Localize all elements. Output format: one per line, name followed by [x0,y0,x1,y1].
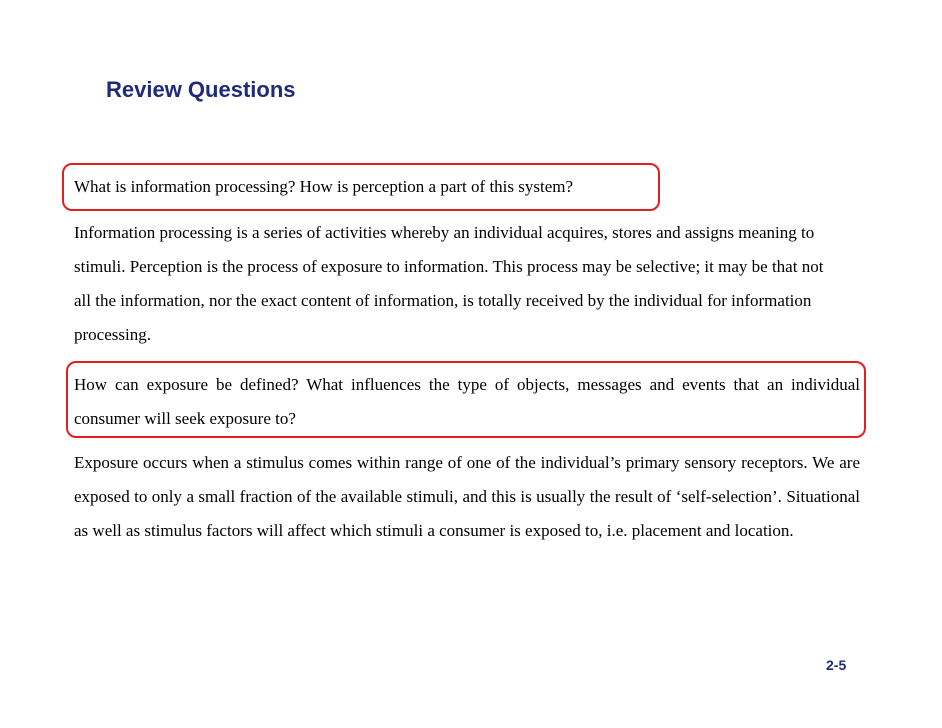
answer-1-text: Information processing is a series of activities whereby an individual acquires, stores and assigns meaning to stimuli. Perception is the process of exposure to information. This process may be selective; it may be that not all the information, nor the exact content of information, is totally received by the individual for information processing. [74,223,824,344]
slide-title: Review Questions [106,77,296,102]
question-1-text: What is information processing? How is perception a part of this system? [74,177,574,196]
question-2-text: How can exposure be defined? What influences the type of objects, messages and events that an individual consumer will seek exposure to? [74,375,860,428]
answer-2-text: Exposure occurs when a stimulus comes within range of one of the individual’s primary sensory receptors. We are exposed to only a small fraction of the available stimuli, and this is usually the result of ‘self-selection’. Situational as well as stimulus factors will affect which stimuli a consumer is exposed to, i.e. placement and location. [74,453,860,540]
page-number: 2-5 [826,657,847,673]
